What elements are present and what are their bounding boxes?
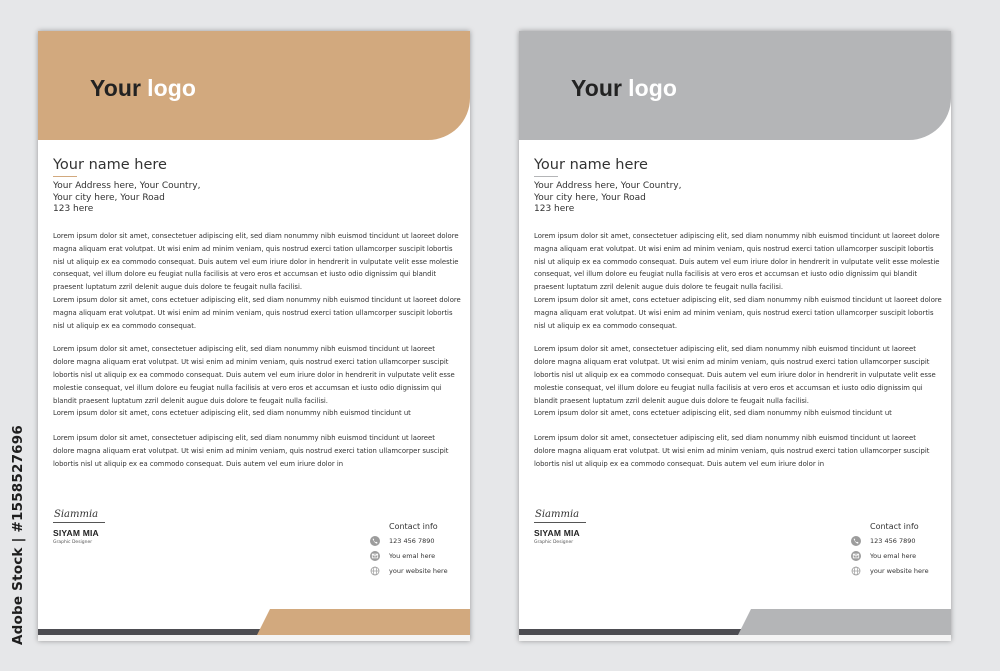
address-block [534,181,681,216]
sender-name: Your name here [53,157,167,173]
contact-title: Contact info [389,522,438,531]
body-line: Lorem ipsum dolor sit amet, cons ectetuer adipiscing elit, sed diam nonummy nibh euismod tincidunt ut [53,409,411,418]
body-line: lobortis nisl ut aliquip ex ea commodo consequat. Duis autem vel eum iriure dolor in hendrerit in vulputate velit esse [534,370,936,379]
address-line: Your Address here, Your Country, [53,181,201,191]
phone-text: 123 456 7890 [389,537,435,545]
address-line: 123 here [534,204,575,214]
address-line: 123 here [53,204,94,214]
phone-text: 123 456 7890 [870,537,916,545]
contact-title: Contact info [870,522,919,531]
body-text [53,230,461,471]
contact-phone [370,536,470,548]
signer-title: Graphic Designer [53,540,93,545]
stock-id-text: Adobe Stock | #1558527696 [10,425,26,645]
letterhead-gray [519,31,951,641]
body-line: blandit praesent luptatum zzril delenit augue duis dolore te feugait nulla facilisi. [534,396,809,405]
website-text: your website here [389,567,448,575]
body-line: molestie consequat, vel illum dolore eu feugiat nulla facilisis at vero eros et accumsan et iusto odio dignissim qui [534,383,923,392]
address-line: Your city here, Your Road [53,192,165,203]
contact-phone [851,536,951,548]
contact-email [370,551,470,563]
body-line: blandit praesent luptatum zzril delenit augue duis dolore te feugait nulla facilisi. [53,396,328,405]
phone-icon [851,536,861,546]
body-line: Lorem ipsum dolor sit amet, consectetuer adipiscing elit, sed diam nonummy nibh euismod tincidunt ut laoreet [53,345,435,354]
name-underline [534,176,558,177]
letterhead-tan [38,31,470,641]
body-line: Lorem ipsum dolor sit amet, consectetuer adipiscing elit, sed diam nonummy nibh euismod tincidunt ut laoreet dolore [53,232,459,240]
body-text [534,230,942,471]
address-line: Your Address here, Your Country, [534,181,682,191]
signature: Siammia [535,509,580,520]
body-line: molestie consequat, vel illum dolore eu feugiat nulla facilisis at vero eros et accumsan et iusto odio dignissim qui [53,383,442,392]
body-line: praesent luptatum zzril delenit augue duis dolore te feugait nulla facilisi. [534,283,784,292]
body-line: Lorem ipsum dolor sit amet, consectetuer adipiscing elit, sed diam nonummy nibh euismod tincidunt ut laoreet [534,345,916,354]
logo-your: Your [90,75,142,101]
body-line: dolore magna aliquam erat volutpat. Ut wisi enim ad minim veniam, quis nostrud exerci tation ullamcorper suscipit [534,358,930,367]
body-line: Lorem ipsum dolor sit amet, consectetuer adipiscing elit, sed diam nonummy nibh euismod tincidunt ut laoreet [534,434,916,443]
body-line: magna aliquam erat volutpat. Ut wisi enim ad minim veniam, quis nostrud exerci tation ullamcorper suscipit lobortis [534,244,934,253]
email-text: You emal here [389,552,436,560]
contact-website [370,566,470,578]
body-line: lobortis nisl ut aliquip ex ea commodo consequat. Duis autem vel eum iriure dolor in hendrerit in vulputate velit esse [53,370,455,379]
name-underline [53,176,77,177]
body-line: dolore magna aliquam erat volutpat. Ut wisi enim ad minim veniam, quis nostrud exerci tation ullamcorper suscipit [53,446,449,455]
sender-name: Your name here [534,157,648,173]
logo-your: Your [571,75,623,101]
logo-word: logo [147,75,197,101]
logo [571,75,677,102]
email-text: You emal here [870,552,917,560]
body-line: praesent luptatum zzril delenit augue duis dolore te feugait nulla facilisi. [53,283,303,292]
signature-line [534,522,586,523]
body-line: magna aliquam erat volutpat. Ut wisi enim ad minim veniam, quis nostrud exerci tation ullamcorper suscipit lobortis [534,308,934,317]
body-line: magna aliquam erat volutpat. Ut wisi enim ad minim veniam, quis nostrud exerci tation ullamcorper suscipit lobortis [53,244,453,253]
signer-title: Graphic Designer [534,540,574,545]
address-block [53,181,200,216]
globe-icon [851,566,861,576]
contact-email [851,551,951,563]
body-line: consequat, vel illum dolore eu feugiat nulla facilisis at vero eros et accumsan et iusto odio dignissim qui blandit [53,270,437,279]
body-line: nisl ut aliquip ex ea commodo consequat. [53,321,197,330]
signer-name: SIYAM MIA [53,528,99,538]
footer-strip [519,635,951,641]
body-line: consequat, vel illum dolore eu feugiat nulla facilisis at vero eros et accumsan et iusto odio dignissim qui blandit [534,270,918,279]
body-line: Lorem ipsum dolor sit amet, cons ectetuer adipiscing elit, sed diam nonummy nibh euismod tincidunt ut laoreet dolore [53,295,461,304]
signature-line [53,522,105,523]
stock-watermark-id [0,400,38,670]
email-icon [851,551,861,561]
signature: Siammia [54,509,99,520]
body-line: nisl ut aliquip ex ea commodo consequat. [534,321,678,330]
website-text: your website here [870,567,929,575]
body-line: dolore magna aliquam erat volutpat. Ut wisi enim ad minim veniam, quis nostrud exerci tation ullamcorper suscipit [53,358,449,367]
body-line: Lorem ipsum dolor sit amet, cons ectetuer adipiscing elit, sed diam nonummy nibh euismod tincidunt ut [534,409,892,418]
body-line: dolore magna aliquam erat volutpat. Ut wisi enim ad minim veniam, quis nostrud exerci tation ullamcorper suscipit [534,446,930,455]
phone-icon [370,536,380,546]
body-line: lobortis nisl ut aliquip ex ea commodo consequat. Duis autem vel eum iriure dolor in [53,459,344,468]
body-line: nisl ut aliquip ex ea commodo consequat. Duis autem vel eum iriure dolor in hendrerit in vulputate velit esse molestie [53,257,459,266]
body-line: nisl ut aliquip ex ea commodo consequat. Duis autem vel eum iriure dolor in hendrerit in vulputate velit esse molestie [534,257,940,266]
body-line: Lorem ipsum dolor sit amet, consectetuer adipiscing elit, sed diam nonummy nibh euismod tincidunt ut laoreet [53,434,435,443]
email-icon [370,551,380,561]
body-line: Lorem ipsum dolor sit amet, cons ectetuer adipiscing elit, sed diam nonummy nibh euismod tincidunt ut laoreet dolore [534,295,942,304]
globe-icon [370,566,380,576]
contact-website [851,566,951,578]
footer-strip [38,635,470,641]
signer-name: SIYAM MIA [534,528,580,538]
logo-word: logo [628,75,678,101]
logo [90,75,196,102]
address-line: Your city here, Your Road [534,192,646,203]
body-line: lobortis nisl ut aliquip ex ea commodo consequat. Duis autem vel eum iriure dolor in [534,459,825,468]
body-line: Lorem ipsum dolor sit amet, consectetuer adipiscing elit, sed diam nonummy nibh euismod tincidunt ut laoreet dolore [534,232,940,240]
body-line: magna aliquam erat volutpat. Ut wisi enim ad minim veniam, quis nostrud exerci tation ullamcorper suscipit lobortis [53,308,453,317]
